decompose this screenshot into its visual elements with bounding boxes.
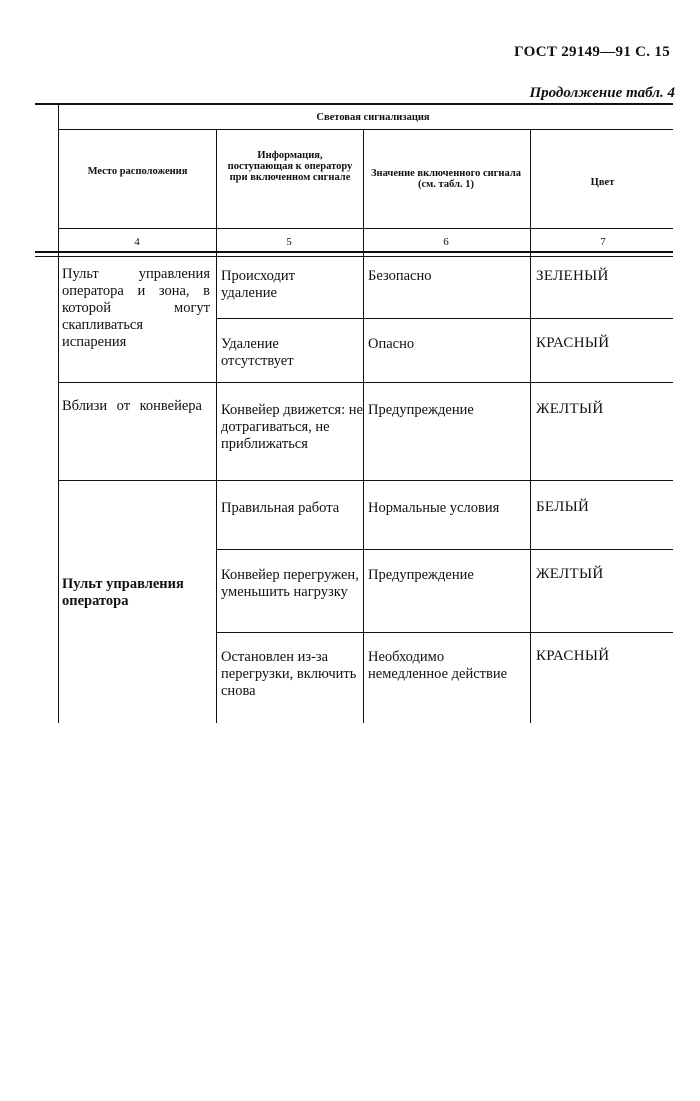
color-cell: КРАСНЫЙ — [536, 335, 610, 351]
color-cell: ЖЕЛТЫЙ — [536, 401, 604, 417]
col-number: 4 — [134, 236, 140, 248]
group-header: Световая сигнализация — [316, 112, 430, 123]
info-cell: Конвейер движется: не дотрагиваться, не приближаться — [221, 402, 363, 452]
meaning-cell: Предупреждение — [368, 567, 474, 583]
col-header-color: Цвет — [590, 177, 615, 188]
location-cell: Пульт управления оператора и зона, в которой могут скапливаться испарения — [62, 266, 210, 350]
row-sep-3 — [216, 632, 673, 633]
row-sep-1 — [216, 318, 673, 319]
info-cell: Правильная работа — [221, 500, 340, 516]
color-cell: ЗЕЛЕНЫЙ — [536, 268, 609, 284]
meaning-cell: Необходимо немедленное действие — [368, 649, 508, 682]
location-cell: Вблизи от конвейера — [62, 398, 202, 414]
col-line-1 — [216, 129, 217, 723]
info-cell: Остановлен из-за перегрузки, включить снова — [221, 649, 357, 699]
location-cell: Пульт управления оператора — [62, 576, 184, 609]
info-cell: Происходит удаление — [221, 268, 295, 301]
meaning-cell: Предупреждение — [368, 402, 474, 418]
col-number: 7 — [600, 236, 606, 248]
col-line-2 — [363, 129, 364, 723]
group-sep-1 — [58, 382, 673, 383]
meaning-cell: Нормальные условия — [368, 500, 500, 516]
page-header: ГОСТ 29149—91 С. 15 — [514, 44, 670, 60]
col-header-info: Информация, поступающая к оператору при включенном сигнале — [227, 150, 353, 183]
meaning-cell: Опасно — [368, 336, 415, 352]
col-line-3 — [530, 129, 531, 723]
top-rule — [35, 103, 673, 105]
col-header-meaning: Значение включенного сигнала (см. табл. 1) — [371, 168, 521, 190]
numbers-double-rule-1 — [35, 251, 673, 253]
col-number: 6 — [443, 236, 449, 248]
color-cell: БЕЛЫЙ — [536, 499, 590, 515]
col-line-0 — [58, 105, 59, 723]
group-header-rule — [58, 129, 673, 130]
numbers-double-rule-2 — [35, 256, 673, 257]
meaning-cell: Безопасно — [368, 268, 432, 284]
col-number: 5 — [286, 236, 292, 248]
color-cell: ЖЕЛТЫЙ — [536, 566, 604, 582]
info-cell: Конвейер перегружен, уменьшить нагрузку — [221, 567, 359, 600]
group-sep-2 — [58, 480, 673, 481]
col-header-location: Место расположения — [87, 166, 188, 177]
color-cell: КРАСНЫЙ — [536, 648, 610, 664]
table-continuation-caption: Продолжение табл. 4 — [529, 85, 675, 101]
info-cell: Удаление отсутствует — [221, 336, 294, 369]
header-rule — [58, 228, 673, 229]
row-sep-2 — [216, 549, 673, 550]
